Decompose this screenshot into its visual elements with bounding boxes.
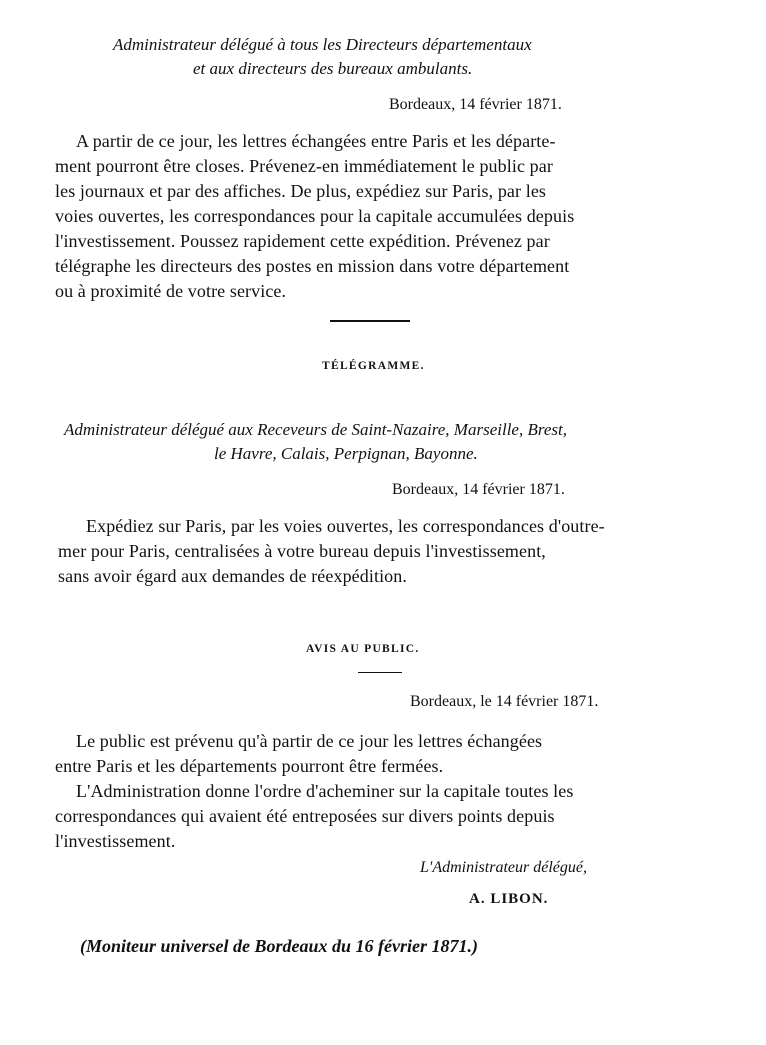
section3-title-rule — [358, 672, 402, 673]
section1-line-6: télégraphe les directeurs des postes en mission dans votre département — [55, 256, 570, 276]
section3-title: AVIS AU PUBLIC. — [306, 643, 420, 655]
section1-date: Bordeaux, 14 février 1871. — [389, 96, 562, 113]
section1-header-line1: Administrateur délégué à tous les Directeurs départementaux — [113, 35, 532, 54]
section2-header-line1: Administrateur délégué aux Receveurs de Saint-Nazaire, Marseille, Brest, — [64, 420, 567, 439]
section1-line-5: l'investissement. Poussez rapidement cette expédition. Prévenez par — [55, 231, 550, 251]
signature-title: L'Administrateur délégué, — [420, 859, 587, 876]
section3-line-1: Le public est prévenu qu'à partir de ce jour les lettres échangées — [76, 731, 543, 751]
section1-line-1: A partir de ce jour, les lettres échangées entre Paris et les départe- — [76, 131, 556, 151]
section2-title: TÉLÉGRAMME. — [322, 360, 425, 372]
section2-header-line2: le Havre, Calais, Perpignan, Bayonne. — [214, 444, 478, 463]
section3-date: Bordeaux, le 14 février 1871. — [410, 693, 599, 710]
source-citation: (Moniteur universel de Bordeaux du 16 février 1871.) — [80, 936, 478, 956]
section3-line-2: entre Paris et les départements pourront être fermées. — [55, 756, 444, 776]
section2-line-3: sans avoir égard aux demandes de réexpédition. — [58, 566, 407, 586]
section3-line-4: correspondances qui avaient été entreposées sur divers points depuis — [55, 806, 555, 826]
section2-line-2: mer pour Paris, centralisées à votre bureau depuis l'investissement, — [58, 541, 546, 561]
section2-line-1: Expédiez sur Paris, par les voies ouvertes, les correspondances d'outre- — [86, 516, 605, 536]
section1-line-4: voies ouvertes, les correspondances pour la capitale accumulées depuis — [55, 206, 575, 226]
signature-name: A. LIBON. — [469, 891, 549, 907]
section1-line-3: les journaux et par des affiches. De plus, expédiez sur Paris, par les — [55, 181, 547, 201]
section1-header-line2: et aux directeurs des bureaux ambulants. — [193, 59, 473, 78]
section3-line-5: l'investissement. — [55, 831, 176, 851]
section1-line-7: ou à proximité de votre service. — [55, 281, 287, 301]
section3-line-3: L'Administration donne l'ordre d'acheminer sur la capitale toutes les — [76, 781, 574, 801]
section-divider-rule — [330, 320, 410, 322]
section1-line-2: ment pourront être closes. Prévenez-en immédiatement le public par — [55, 156, 553, 176]
section2-date: Bordeaux, 14 février 1871. — [392, 481, 565, 498]
